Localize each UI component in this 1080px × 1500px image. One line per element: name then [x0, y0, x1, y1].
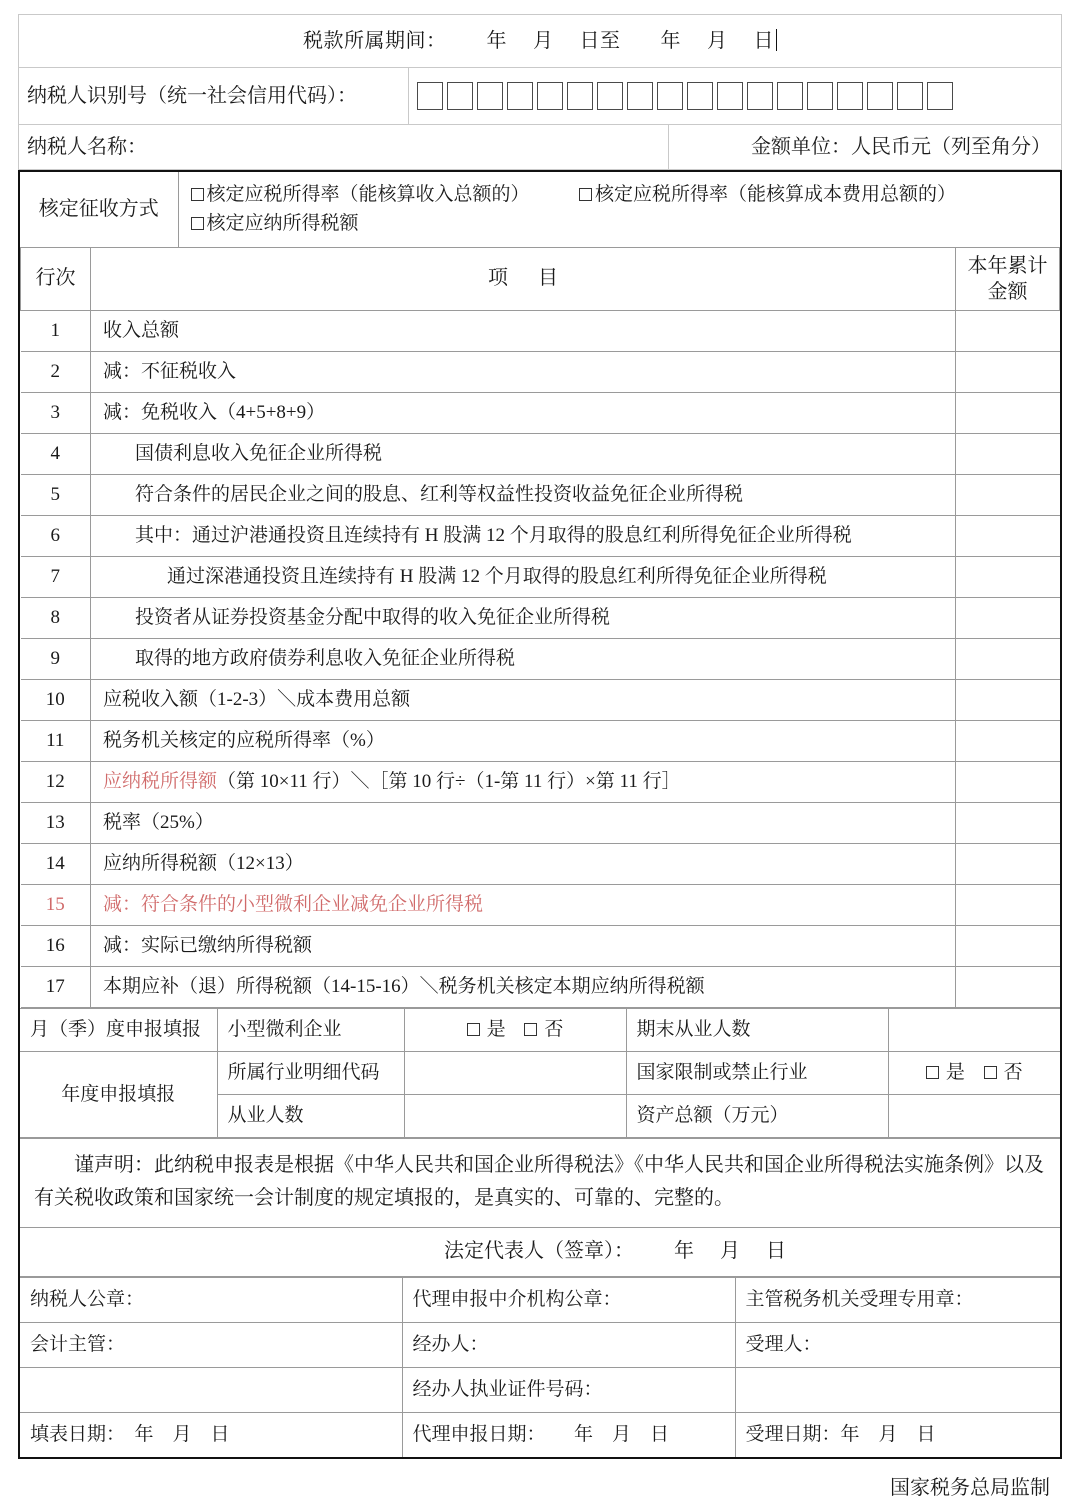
staff-count-input[interactable]: [404, 1094, 626, 1137]
assessment-method-table: [20, 172, 1060, 248]
taxpayer-name-label[interactable]: 纳税人名称：: [19, 125, 669, 170]
restricted-industry-label: 国家限制或禁止行业: [626, 1051, 888, 1094]
total-assets-label: 资产总额（万元）: [626, 1094, 888, 1137]
row-item-label: 减：不征税收入: [91, 351, 956, 392]
taxpayer-id-boxes[interactable]: [409, 68, 1062, 125]
legal-rep-day: 日: [766, 1240, 786, 1263]
table-row: [21, 720, 1060, 761]
table-row: [21, 310, 1060, 351]
col-header-row-no: 行次: [21, 248, 91, 311]
row-number: 1: [21, 310, 91, 351]
checkbox-icon[interactable]: [984, 1066, 997, 1079]
taxpayer-id-char-box[interactable]: [627, 82, 653, 110]
row-item-label: 其中：通过沪港通投资且连续持有 H 股满 12 个月取得的股息红利所得免征企业所得税: [91, 515, 956, 556]
row-number: 13: [21, 802, 91, 843]
taxpayer-id-char-box[interactable]: [657, 82, 683, 110]
row-item-rest: （第 10×11 行）＼［第 10 行÷（1-第 11 行）×第 11 行］: [217, 771, 681, 793]
table-row: [21, 638, 1060, 679]
period-end-year: 年: [660, 29, 681, 52]
row-number: 5: [21, 474, 91, 515]
row-amount-input[interactable]: [956, 802, 1060, 843]
table-header-row: [21, 248, 1060, 311]
taxpayer-id-char-box[interactable]: [417, 82, 443, 110]
table-row: [21, 351, 1060, 392]
tax-items-body: [21, 310, 1060, 1007]
annual-declaration-row-1: [20, 1051, 1060, 1094]
row-amount-input[interactable]: [956, 884, 1060, 925]
row-number: 11: [21, 720, 91, 761]
row-amount-input[interactable]: [956, 925, 1060, 966]
assessment-option-line-1: [191, 180, 1061, 209]
agent-license-label[interactable]: 经办人执业证件号码：: [402, 1367, 735, 1412]
period-end-month: 月: [707, 29, 728, 52]
agent-handler-label[interactable]: 经办人：: [402, 1322, 735, 1367]
taxpayer-id-char-box[interactable]: [837, 82, 863, 110]
assessment-options: [178, 172, 1060, 247]
end-period-staff-input[interactable]: [888, 1008, 1060, 1051]
row-item-label: 税率（25%）: [91, 802, 956, 843]
row-amount-input[interactable]: [956, 556, 1060, 597]
small-profit-no-label: 否: [544, 1019, 564, 1041]
row-amount-input[interactable]: [956, 679, 1060, 720]
form-footer: 国家税务总局监制: [890, 1476, 1050, 1499]
period-row: [19, 15, 1062, 68]
col-header-amount-line2: 金额: [987, 280, 1028, 303]
taxpayer-id-row: [19, 68, 1062, 125]
text-cursor: [776, 29, 777, 51]
empty-cell-left: [20, 1367, 402, 1412]
taxpayer-id-char-box[interactable]: [747, 82, 773, 110]
accounting-supervisor-label[interactable]: 会计主管：: [20, 1322, 402, 1367]
table-row: [21, 966, 1060, 1007]
row-item-label: 应税收入额（1-2-3）＼成本费用总额: [91, 679, 956, 720]
row-amount-input[interactable]: [956, 720, 1060, 761]
taxpayer-id-char-box[interactable]: [687, 82, 713, 110]
license-row: [20, 1367, 1060, 1412]
agent-date-label[interactable]: 代理申报日期： 年 月 日: [402, 1412, 735, 1457]
table-row: [21, 556, 1060, 597]
statement-text-row: [20, 1138, 1060, 1227]
row-amount-input[interactable]: [956, 761, 1060, 802]
taxpayer-id-char-box[interactable]: [777, 82, 803, 110]
form-header-table: [18, 14, 1062, 170]
row-item-label: 投资者从证券投资基金分配中取得的收入免征企业所得税: [91, 597, 956, 638]
restricted-yes-label: 是: [945, 1062, 965, 1084]
taxpayer-seal-label[interactable]: 纳税人公章：: [20, 1277, 402, 1322]
row-number: 7: [21, 556, 91, 597]
row-amount-input[interactable]: [956, 515, 1060, 556]
monthly-declaration-row: [20, 1008, 1060, 1051]
col-header-item: [91, 248, 956, 311]
period-start-year: 年: [486, 29, 507, 52]
row-number: 14: [21, 843, 91, 884]
row-amount-input[interactable]: [956, 392, 1060, 433]
declaration-info-table: [20, 1008, 1060, 1138]
legal-rep-year: 年: [674, 1240, 694, 1263]
period-start-month: 月: [533, 29, 554, 52]
acceptor-label[interactable]: 受理人：: [735, 1322, 1060, 1367]
taxpayer-id-char-box[interactable]: [717, 82, 743, 110]
row-amount-input[interactable]: [956, 597, 1060, 638]
row-amount-input[interactable]: [956, 638, 1060, 679]
row-item-label: 符合条件的居民企业之间的股息、红利等权益性投资收益免征企业所得税: [91, 474, 956, 515]
checkbox-icon[interactable]: [579, 188, 592, 201]
row-item-label: 减：符合条件的小型微利企业减免企业所得税: [91, 884, 956, 925]
small-profit-choice[interactable]: [404, 1008, 626, 1051]
tax-items-table: [20, 248, 1060, 1008]
table-row: [21, 843, 1060, 884]
legal-rep-month: 月: [720, 1240, 740, 1263]
statement-text: 谨声明：此纳税申报表是根据《中华人民共和国企业所得税法》《中华人民共和国企业所得税法实施条例》以及有关税收政策和国家统一会计制度的规定填报的，是真实的、可靠的、完整的。: [20, 1138, 1060, 1227]
row-item-highlight: 应纳税所得额: [103, 771, 218, 793]
taxpayer-id-label: 纳税人识别号（统一社会信用代码）：: [19, 68, 409, 125]
row-number: 9: [21, 638, 91, 679]
row-amount-input[interactable]: [956, 843, 1060, 884]
row-amount-input[interactable]: [956, 433, 1060, 474]
row-number: 2: [21, 351, 91, 392]
period-end-day: 日: [753, 29, 774, 52]
row-item-label: [91, 761, 956, 802]
row-item-label: 国债利息收入免征企业所得税: [91, 433, 956, 474]
assessment-option-1-label: 核定应税所得率（能核算成本费用总额的）: [595, 184, 957, 205]
row-number: 16: [21, 925, 91, 966]
row-number: 12: [21, 761, 91, 802]
legal-rep-row: [20, 1227, 1060, 1276]
taxpayer-name-row: [19, 125, 1062, 170]
annual-declaration-label: 年度申报填报: [20, 1051, 217, 1137]
assessment-option-2[interactable]: [191, 213, 359, 234]
checkbox-icon[interactable]: [524, 1023, 537, 1036]
agent-seal-label[interactable]: 代理申报中介机构公章：: [402, 1277, 735, 1322]
table-row: [21, 802, 1060, 843]
taxpayer-id-char-box[interactable]: [447, 82, 473, 110]
row-item-label: 收入总额: [91, 310, 956, 351]
assessment-option-line-2: [191, 209, 1061, 238]
row-item-label: 税务机关核定的应税所得率（%）: [91, 720, 956, 761]
person-row: [20, 1322, 1060, 1367]
fill-date-label[interactable]: 填表日期： 年 月 日: [20, 1412, 402, 1457]
assessment-option-0[interactable]: [191, 184, 530, 205]
statement-table: [20, 1138, 1060, 1277]
taxpayer-id-char-box[interactable]: [867, 82, 893, 110]
col-header-item-b: 目: [538, 267, 558, 290]
end-period-staff-label: 期末从业人数: [626, 1008, 888, 1051]
row-number: 8: [21, 597, 91, 638]
table-row: [21, 515, 1060, 556]
taxpayer-id-char-box[interactable]: [897, 82, 923, 110]
table-row: [21, 433, 1060, 474]
col-header-amount-line1: 本年累计: [967, 254, 1048, 277]
industry-code-label: 所属行业明细代码: [217, 1051, 404, 1094]
row-number: 6: [21, 515, 91, 556]
checkbox-icon[interactable]: [191, 188, 204, 201]
row-number: 4: [21, 433, 91, 474]
col-header-amount: [956, 248, 1060, 311]
row-amount-input[interactable]: [956, 966, 1060, 1007]
assessment-option-0-label: 核定应税所得率（能核算收入总额的）: [206, 184, 530, 205]
row-amount-input[interactable]: [956, 310, 1060, 351]
table-row: [21, 392, 1060, 433]
table-row: [21, 474, 1060, 515]
row-number: 15: [21, 884, 91, 925]
table-row: [21, 761, 1060, 802]
table-row: [21, 925, 1060, 966]
taxpayer-id-char-box[interactable]: [567, 82, 593, 110]
restricted-industry-choice[interactable]: [888, 1051, 1060, 1094]
assessment-row: [20, 172, 1060, 247]
assessment-option-1[interactable]: [579, 184, 956, 205]
assessment-method-label: 核定征收方式: [20, 172, 178, 247]
tax-period-cell[interactable]: [19, 15, 1062, 68]
table-row: [21, 679, 1060, 720]
row-item-label: 通过深港通投资且连续持有 H 股满 12 个月取得的股息红利所得免征企业所得税: [91, 556, 956, 597]
taxpayer-id-char-box[interactable]: [927, 82, 953, 110]
table-row: [21, 884, 1060, 925]
col-header-item-a: 项: [488, 267, 508, 290]
row-item-label: 减：实际已缴纳所得税额: [91, 925, 956, 966]
legal-rep-label: 法定代表人（签章）：: [444, 1240, 634, 1263]
row-item-label: 减：免税收入（4+5+8+9）: [91, 392, 956, 433]
checkbox-icon[interactable]: [467, 1023, 480, 1036]
seal-row: [20, 1277, 1060, 1322]
small-profit-label: 小型微利企业: [217, 1008, 404, 1051]
row-amount-input[interactable]: [956, 474, 1060, 515]
assessment-option-2-label: 核定应纳所得税额: [206, 213, 359, 235]
tax-authority-seal-label[interactable]: 主管税务机关受理专用章：: [735, 1277, 1060, 1322]
taxpayer-id-char-box[interactable]: [477, 82, 503, 110]
row-amount-input[interactable]: [956, 351, 1060, 392]
taxpayer-id-char-box[interactable]: [807, 82, 833, 110]
row-item-label: 应纳所得税额（12×13）: [91, 843, 956, 884]
checkbox-icon[interactable]: [191, 217, 204, 230]
row-item-label: 本期应补（退）所得税额（14-15-16）＼税务机关核定本期应纳所得税额: [91, 966, 956, 1007]
empty-cell-right: [735, 1367, 1060, 1412]
tax-period-label: 税款所属期间：: [303, 29, 447, 52]
small-profit-yes-label: 是: [486, 1019, 506, 1041]
staff-count-label: 从业人数: [217, 1094, 404, 1137]
industry-code-input[interactable]: [404, 1051, 626, 1094]
checkbox-icon[interactable]: [926, 1066, 939, 1079]
accept-date-label[interactable]: 受理日期：年 月 日: [735, 1412, 1060, 1457]
table-row: [21, 597, 1060, 638]
row-number: 10: [21, 679, 91, 720]
signature-table: [20, 1277, 1060, 1457]
date-row: [20, 1412, 1060, 1457]
legal-representative-cell[interactable]: [20, 1227, 1060, 1276]
row-item-label: 取得的地方政府债券利息收入免征企业所得税: [91, 638, 956, 679]
main-form-block: [18, 170, 1062, 1457]
amount-unit-label: 金额单位：人民币元（列至角分）: [669, 125, 1062, 170]
taxpayer-id-char-box[interactable]: [537, 82, 563, 110]
period-start-day: 日至: [579, 29, 621, 52]
restricted-no-label: 否: [1003, 1062, 1023, 1084]
taxpayer-id-char-box[interactable]: [597, 82, 623, 110]
total-assets-input[interactable]: [888, 1094, 1060, 1137]
monthly-declaration-label: 月（季）度申报填报: [20, 1008, 217, 1051]
row-number: 17: [21, 966, 91, 1007]
taxpayer-id-char-box[interactable]: [507, 82, 533, 110]
row-number: 3: [21, 392, 91, 433]
